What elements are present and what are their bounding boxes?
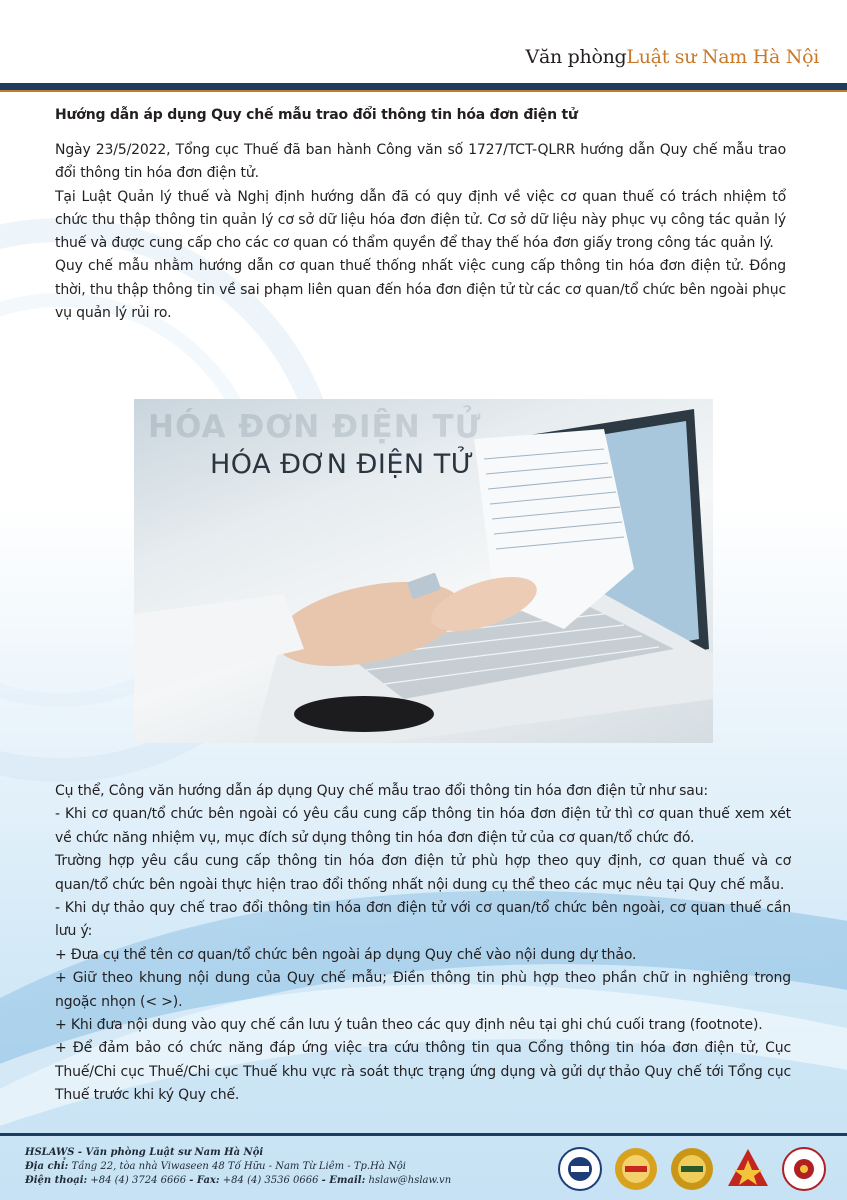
paragraph: Quy chế mẫu nhằm hướng dẫn cơ quan thuế thống nhất việc cung cấp thông tin hóa đơn điện tử. Đồng thời, thu thập thông tin về sai phạm liên quan đến hóa đơn điện tử từ các cơ quan/tổ chức bên ngoài phục vụ quản lý rủi ro. [55,258,786,322]
article-details [55,780,791,1108]
brand-name [526,46,819,68]
footer-divider [0,1133,847,1136]
gold-star-award-badge-icon [725,1146,771,1192]
e-invoice-illustration [134,399,713,743]
header-divider [0,83,847,90]
paragraph: Trường hợp yêu cầu cung cấp thông tin hóa đơn điện tử phù hợp theo quy định, cơ quan thuế và cơ quan/tổ chức bên ngoài thực hiện trao đổi thống nhất nội dung cụ thể theo các mục nêu tại Quy chế mẫu. [55,853,791,893]
paragraph: + Khi đưa nội dung vào quy chế cần lưu ý tuân theo các quy định nêu tại ghi chú cuối trang (footnote). [55,1017,763,1034]
footer-contact-info [25,1146,451,1188]
award-badge-gold-2-icon [669,1146,715,1192]
footer-firm-name: HSLAWS - Văn phòng Luật sư Nam Hà Nội [25,1147,264,1158]
paragraph: Cụ thể, Công văn hướng dẫn áp dụng Quy chế mẫu trao đổi thông tin hóa đơn điện tử như sau: [55,783,708,799]
email-label: - Email: [321,1175,366,1186]
address-label: Địa chỉ: [25,1161,69,1172]
phone-label: Điện thoại: [25,1175,88,1186]
brand-firm-name: Luật sư Nam Hà Nội [626,46,819,68]
header-divider-accent [0,90,847,92]
footer-contacts [25,1174,451,1188]
trusted-brand-badge-icon [781,1146,827,1192]
paragraph: - Khi cơ quan/tổ chức bên ngoài có yêu cầu cung cấp thông tin hóa đơn điện tử thì cơ quan thuế xem xét về chức năng nhiệm vụ, mục đích sử dụng thông tin hóa đơn điện tử của cơ quan/tổ chức đó. [55,806,791,846]
award-badge-gold-1-icon [613,1146,659,1192]
paragraph: + Giữ theo khung nội dung của Quy chế mẫu; Điền thông tin phù hợp theo phần chữ in nghiêng trong ngoặc nhọn (< >). [55,970,791,1010]
image-ghost-text: HÓA ĐƠN ĐIỆN TỬ [148,409,482,445]
fax-label: - Fax: [189,1175,220,1186]
fax-value: +84 (4) 3536 0666 [222,1175,319,1186]
address-value: Tầng 22, tòa nhà Viwaseen 48 Tố Hữu - Nam Từ Liêm - Tp.Hà Nội [71,1161,406,1172]
article-intro [55,107,786,325]
email-value: hslaw@hslaw.vn [368,1175,452,1186]
phone-value: +84 (4) 3724 6666 [90,1175,187,1186]
paragraph: + Đưa cụ thể tên cơ quan/tổ chức bên ngoài áp dụng Quy chế vào nội dung dự thảo. [55,946,637,963]
iso-certified-badge-icon [557,1146,603,1192]
page-footer [0,1133,847,1200]
paragraph: Tại Luật Quản lý thuế và Nghị định hướng dẫn đã có quy định về việc cơ quan thuế có trách nhiệm tổ chức thu thập thông tin quản lý cơ sở dữ liệu hóa đơn điện tử. Cơ sở dữ liệu này phục vụ công tác quản lý thuế và được cung cấp cho các cơ quan có thẩm quyền để thay thế hóa đơn giấy trong công tác quản lý. [55,188,786,252]
article-title: Hướng dẫn áp dụng Quy chế mẫu trao đổi thông tin hóa đơn điện tử [55,107,578,123]
page-header [0,0,847,92]
brand-prefix: Văn phòng [525,46,627,68]
award-badges [557,1146,827,1192]
image-caption-text: HÓA ĐƠN ĐIỆN TỬ [210,449,475,480]
paragraph: Ngày 23/5/2022, Tổng cục Thuế đã ban hành Công văn số 1727/TCT-QLRR hướng dẫn Quy chế mẫu trao đổi thông tin hóa đơn điện tử. [55,142,786,182]
footer-address [25,1160,451,1174]
paragraph: - Khi dự thảo quy chế trao đổi thông tin hóa đơn điện tử với cơ quan/tổ chức bên ngoài, cơ quan thuế cần lưu ý: [55,900,791,940]
paragraph: + Để đảm bảo có chức năng đáp ứng việc tra cứu thông tin qua Cổng thông tin hóa đơn điện tử, Cục Thuế/Chi cục Thuế/Chi cục Thuế khu vực rà soát thực trạng ứng dụng và gửi dự thảo Quy chế tới Tổng cục Thuế trước khi ký Quy chế. [55,1040,791,1104]
